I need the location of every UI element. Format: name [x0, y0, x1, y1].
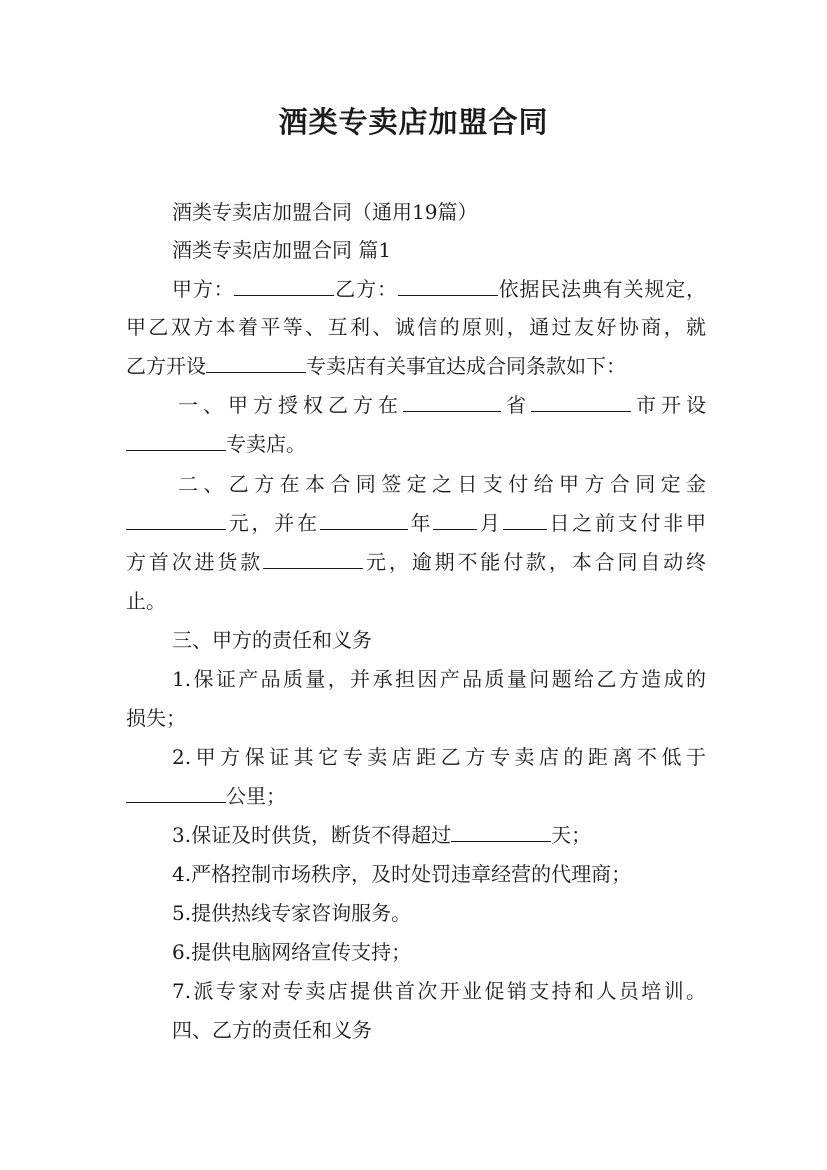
city-blank[interactable] [531, 393, 631, 412]
party-a-blank[interactable] [234, 277, 334, 296]
clause-3-item-6-text: 6.提供电脑网络宣传支持； [172, 940, 412, 964]
first-payment-blank[interactable] [263, 550, 363, 569]
clause-3-item-1-line-1 [126, 666, 706, 692]
year-blank[interactable] [320, 511, 408, 530]
clause-3-item-7-text: 7.派专家对专卖店提供首次开业促销支持和人员培训。 [172, 979, 706, 1003]
clause-2-day-tail: 日之前支付非甲 [546, 511, 706, 535]
clause-4-heading-text: 四、乙方的责任和义务 [172, 1018, 372, 1042]
clause-1-head: 一、甲方授权乙方在 [178, 393, 403, 417]
clause-3-item-1-line-2 [126, 705, 706, 731]
clause-3-item-4-text: 4.严格控制市场秩序，及时处罚违章经营的代理商； [172, 862, 632, 886]
clause-4-heading [126, 1017, 706, 1043]
deposit-blank[interactable] [126, 511, 226, 530]
clause-3-item-3-tail: 天； [551, 823, 592, 847]
clause-3-item-5 [126, 900, 706, 926]
clause-2-line-4 [126, 588, 706, 614]
clause-3-item-7 [126, 978, 706, 1004]
party-a-label: 甲方： [172, 277, 235, 301]
intro-line-3-head: 乙方开设 [126, 354, 206, 378]
clause-3-item-2-line-1 [126, 744, 706, 770]
clause-1-line-2 [126, 431, 706, 457]
intro-line-1 [126, 276, 706, 302]
clause-2-line-3-tail: 元，逾期不能付款，本合同自动终 [363, 550, 707, 574]
intro-line-2 [126, 314, 706, 340]
party-b-label: 乙方： [334, 277, 398, 301]
subtitle [126, 199, 706, 225]
intro-line-3 [126, 353, 706, 379]
clause-3-item-5-text: 5.提供热线专家咨询服务。 [172, 901, 412, 925]
document-title: 酒类专卖店加盟合同 [278, 105, 549, 139]
clause-3-item-1-tail: 损失； [126, 706, 186, 730]
clause-2-yuan-and: 元，并在 [226, 511, 320, 535]
clause-3-heading-text: 三、甲方的责任和义务 [172, 628, 372, 652]
day-blank[interactable] [503, 511, 547, 530]
intro-line-2-text: 甲乙双方本着平等、互利、诚信的原则，通过友好协商，就 [126, 315, 706, 339]
clause-1-line-1 [126, 392, 706, 418]
clause-1-province: 省 [501, 393, 531, 417]
month-blank[interactable] [433, 511, 477, 530]
intro-line-3-tail: 专卖店有关事宜达成合同条款如下： [306, 354, 626, 378]
clause-3-heading [126, 627, 706, 653]
distance-blank[interactable] [126, 784, 226, 803]
clause-2-month: 月 [477, 511, 503, 535]
clause-3-item-2-line-2 [126, 783, 706, 809]
subtitle-text: 酒类专卖店加盟合同（通用19篇） [172, 200, 478, 224]
clause-2-line-4-text: 止。 [126, 589, 166, 613]
clause-3-item-2-tail: 公里； [226, 784, 286, 808]
section-heading-text: 酒类专卖店加盟合同 篇1 [172, 238, 392, 262]
intro-line-1-tail: 依据民法典有关规定， [497, 277, 707, 301]
clause-2-year: 年 [407, 511, 434, 535]
clause-3-item-1-text: 1.保证产品质量，并承担因产品质量问题给乙方造成的 [172, 667, 706, 691]
clause-3-item-2-text: 2.甲方保证其它专卖店距乙方专卖店的距离不低于 [172, 745, 706, 769]
clause-1-city: 市开设 [631, 393, 706, 417]
store-name-blank[interactable] [206, 354, 306, 373]
clause-2-line-3-head: 方首次进货款 [126, 550, 264, 574]
clause-3-item-3-head: 3.保证及时供货，断货不得超过 [172, 823, 452, 847]
province-blank[interactable] [403, 393, 501, 412]
section-heading [126, 237, 706, 263]
clause-2-line-3 [126, 549, 706, 575]
store-blank[interactable] [126, 432, 226, 451]
party-b-blank[interactable] [398, 277, 498, 296]
clause-2-head: 二、乙方在本合同签定之日支付给甲方合同定金 [178, 472, 706, 496]
clause-2-line-2 [126, 510, 706, 536]
clause-3-item-6 [126, 939, 706, 965]
clause-1-tail: 专卖店。 [226, 432, 306, 456]
clause-2-line-1 [126, 471, 706, 497]
clause-3-item-4 [126, 861, 706, 887]
days-blank[interactable] [451, 823, 551, 842]
clause-3-item-3 [126, 822, 706, 848]
